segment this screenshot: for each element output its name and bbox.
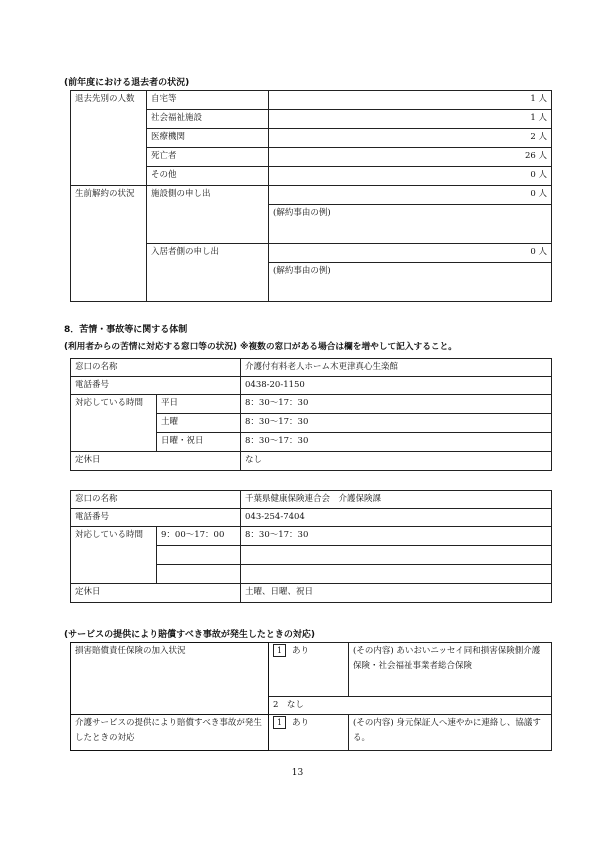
- closed-label: 定休日: [71, 452, 241, 471]
- option-number-box: 1: [273, 716, 286, 729]
- destination-label: 退去先別の人数: [71, 91, 147, 186]
- insurance-label: 損害賠償責任保険の加入状況: [71, 643, 269, 715]
- phone-value: 043-254-7404: [241, 509, 552, 527]
- option-yes-text: あり: [292, 718, 310, 728]
- window-name-value: 千葉県健康保険連合会 介護保険課: [241, 491, 552, 509]
- option-yes-text: あり: [292, 646, 310, 656]
- facility-side-reason: (解約事由の例): [269, 205, 552, 244]
- insurance-option-yes: [269, 643, 349, 697]
- option-number-box: 1: [273, 644, 286, 657]
- closed-value: 土曜、日曜、祝日: [241, 584, 552, 603]
- insurance-detail: (その内容) あいおいニッセイ同和損害保険側介護保険・社会福祉事業者総合保険: [349, 643, 552, 697]
- hours-time-empty: [241, 546, 552, 565]
- window-name-label: 窓口の名称: [71, 359, 241, 377]
- phone-label: 電話番号: [71, 509, 241, 527]
- hours-day-empty: [157, 565, 241, 584]
- hours-day: 平日: [157, 395, 241, 414]
- hours-day-empty: [157, 546, 241, 565]
- row-label: その他: [147, 167, 269, 186]
- hours-time: 8：30～17：30: [241, 527, 552, 546]
- accident-section-title: (サービスの提供により賠償すべき事故が発生したときの対応): [64, 630, 316, 640]
- phone-value: 0438-20-1150: [241, 377, 552, 395]
- row-value: 1 人: [269, 110, 552, 129]
- response-detail: (その内容) 身元保証人へ速やかに連絡し、協議する。: [349, 715, 552, 751]
- accident-response-label: 介護サービスの提供により賠償すべき事故が発生したときの対応: [71, 715, 269, 751]
- complaints-section-number: 8．苦情・事故等に関する体制: [64, 325, 188, 335]
- row-label: 医療機関: [147, 129, 269, 148]
- facility-side-value: 0 人: [269, 186, 552, 205]
- row-label: 自宅等: [147, 91, 269, 110]
- row-value: 1 人: [269, 91, 552, 110]
- closed-label: 定休日: [71, 584, 241, 603]
- complaints-section-subtitle: (利用者からの苦情に対応する窓口等の状況) ※複数の窓口がある場合は欄を増やして記入すること。: [64, 342, 457, 352]
- hours-day: 土曜: [157, 414, 241, 433]
- hours-time-empty: [241, 565, 552, 584]
- row-label: 社会福祉施設: [147, 110, 269, 129]
- cancel-label: 生前解約の状況: [71, 186, 147, 302]
- hours-day: 日曜・祝日: [157, 433, 241, 452]
- hours-label: 対応している時間: [71, 527, 157, 584]
- complaint-window-table-2: [70, 490, 552, 603]
- hours-time: 8：30～17：30: [241, 433, 552, 452]
- resident-side-label: 入居者側の申し出: [147, 244, 269, 302]
- resident-side-value: 0 人: [269, 244, 552, 263]
- row-value: 26 人: [269, 148, 552, 167]
- hours-time: 8：30～17：30: [241, 414, 552, 433]
- hours-label: 対応している時間: [71, 395, 157, 452]
- hours-time: 8：30～17：30: [241, 395, 552, 414]
- window-name-label: 窓口の名称: [71, 491, 241, 509]
- closed-value: なし: [241, 452, 552, 471]
- insurance-option-no: 2 なし: [269, 697, 552, 715]
- row-label: 死亡者: [147, 148, 269, 167]
- phone-label: 電話番号: [71, 377, 241, 395]
- page-number: 13: [291, 768, 304, 778]
- response-option-yes: [269, 715, 349, 751]
- facility-side-label: 施設側の申し出: [147, 186, 269, 244]
- accident-table: [70, 642, 552, 751]
- withdrawal-table: [70, 90, 552, 302]
- withdrawal-section-title: (前年度における退去者の状況): [64, 78, 190, 88]
- row-value: 2 人: [269, 129, 552, 148]
- resident-side-reason: (解約事由の例): [269, 263, 552, 302]
- window-name-value: 介護付有料老人ホーム木更津真心生楽館: [241, 359, 552, 377]
- complaint-window-table-1: [70, 358, 552, 471]
- row-value: 0 人: [269, 167, 552, 186]
- hours-day: 9：00～17：00: [157, 527, 241, 546]
